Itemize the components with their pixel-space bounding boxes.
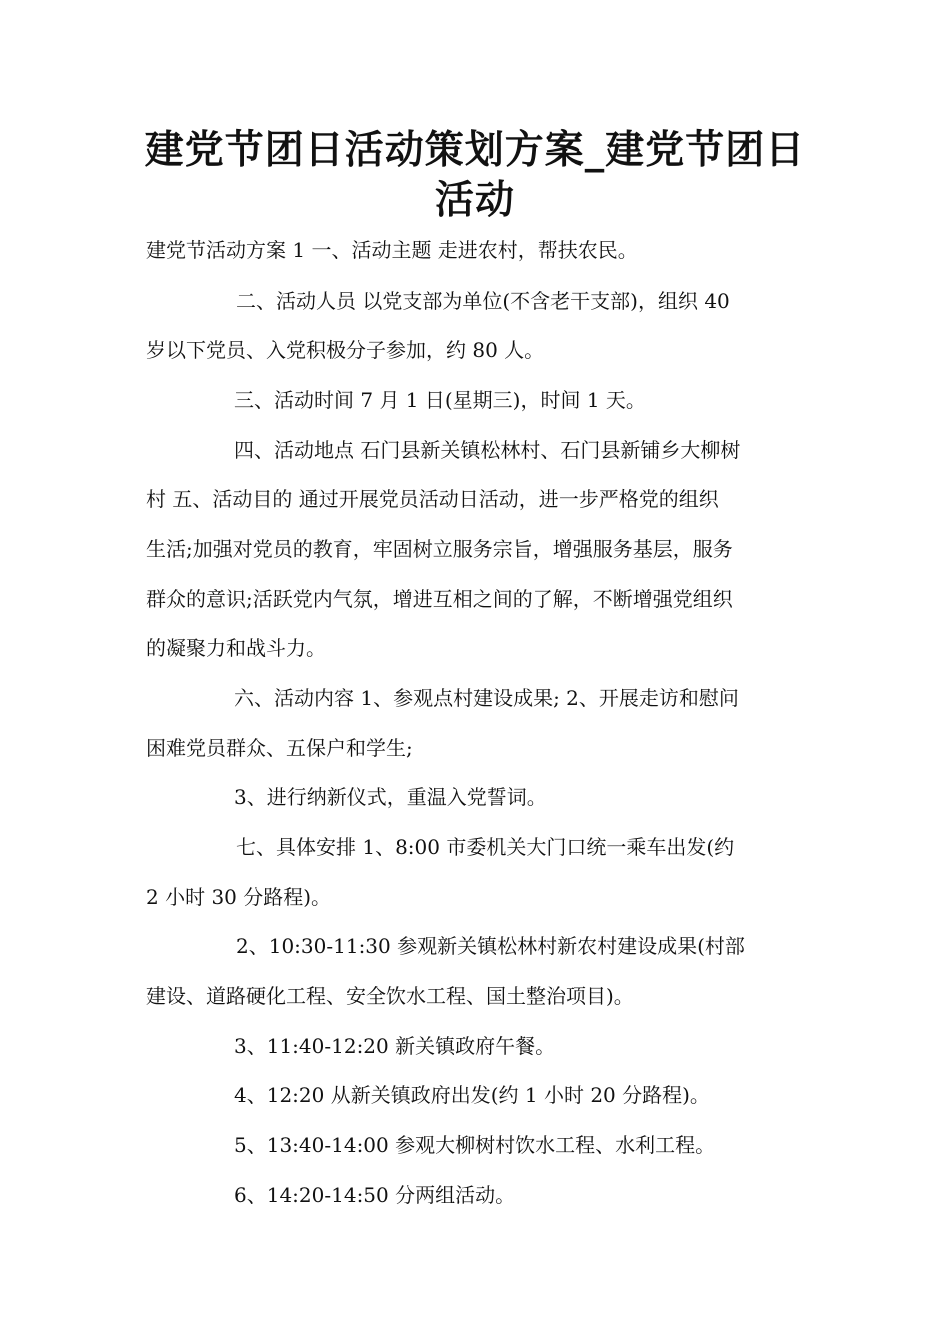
- body-line: 四、活动地点 石门县新关镇松林村、石门县新铺乡大柳树: [234, 438, 741, 462]
- body-line: 3、11:40-12:20 新关镇政府午餐。: [234, 1034, 556, 1058]
- body-line: 岁以下党员、入党积极分子参加，约 80 人。: [146, 338, 545, 362]
- document-title: [120, 126, 830, 226]
- body-line: 2 小时 30 分路程)。: [146, 885, 332, 909]
- body-line: 生活;加强对党员的教育，牢固树立服务宗旨，增强服务基层，服务: [146, 537, 733, 561]
- body-line: 2、10:30-11:30 参观新关镇松林村新农村建设成果(村部: [236, 934, 745, 958]
- body-line: 建党节活动方案 1 一、活动主题 走进农村，帮扶农民。: [146, 238, 638, 262]
- body-line: 4、12:20 从新关镇政府出发(约 1 小时 20 分路程)。: [234, 1083, 710, 1107]
- title-line-1: 建党节团日活动策划方案_建党节团日: [144, 128, 806, 173]
- body-line: 村 五、活动目的 通过开展党员活动日活动，进一步严格党的组织: [146, 487, 719, 511]
- body-line: 的凝聚力和战斗力。: [146, 636, 326, 660]
- body-line: 5、13:40-14:00 参观大柳树村饮水工程、水利工程。: [234, 1133, 716, 1157]
- body-line: 建设、道路硬化工程、安全饮水工程、国土整治项目)。: [146, 984, 634, 1008]
- body-line: 群众的意识;活跃党内气氛，增进互相之间的了解，不断增强党组织: [146, 587, 733, 611]
- body-line: 二、活动人员 以党支部为单位(不含老干支部)，组织 40: [236, 289, 730, 313]
- body-line: 困难党员群众、五保户和学生;: [146, 736, 413, 760]
- title-line-2: 活动: [434, 178, 515, 223]
- body-line: 三、活动时间 7 月 1 日(星期三)，时间 1 天。: [234, 388, 646, 412]
- body-line: 七、具体安排 1、8:00 市委机关大门口统一乘车出发(约: [236, 835, 735, 859]
- body-line: 六、活动内容 1、参观点村建设成果; 2、开展走访和慰问: [234, 686, 739, 710]
- body-line: 3、进行纳新仪式，重温入党誓词。: [234, 785, 547, 809]
- body-line: 6、14:20-14:50 分两组活动。: [234, 1183, 516, 1207]
